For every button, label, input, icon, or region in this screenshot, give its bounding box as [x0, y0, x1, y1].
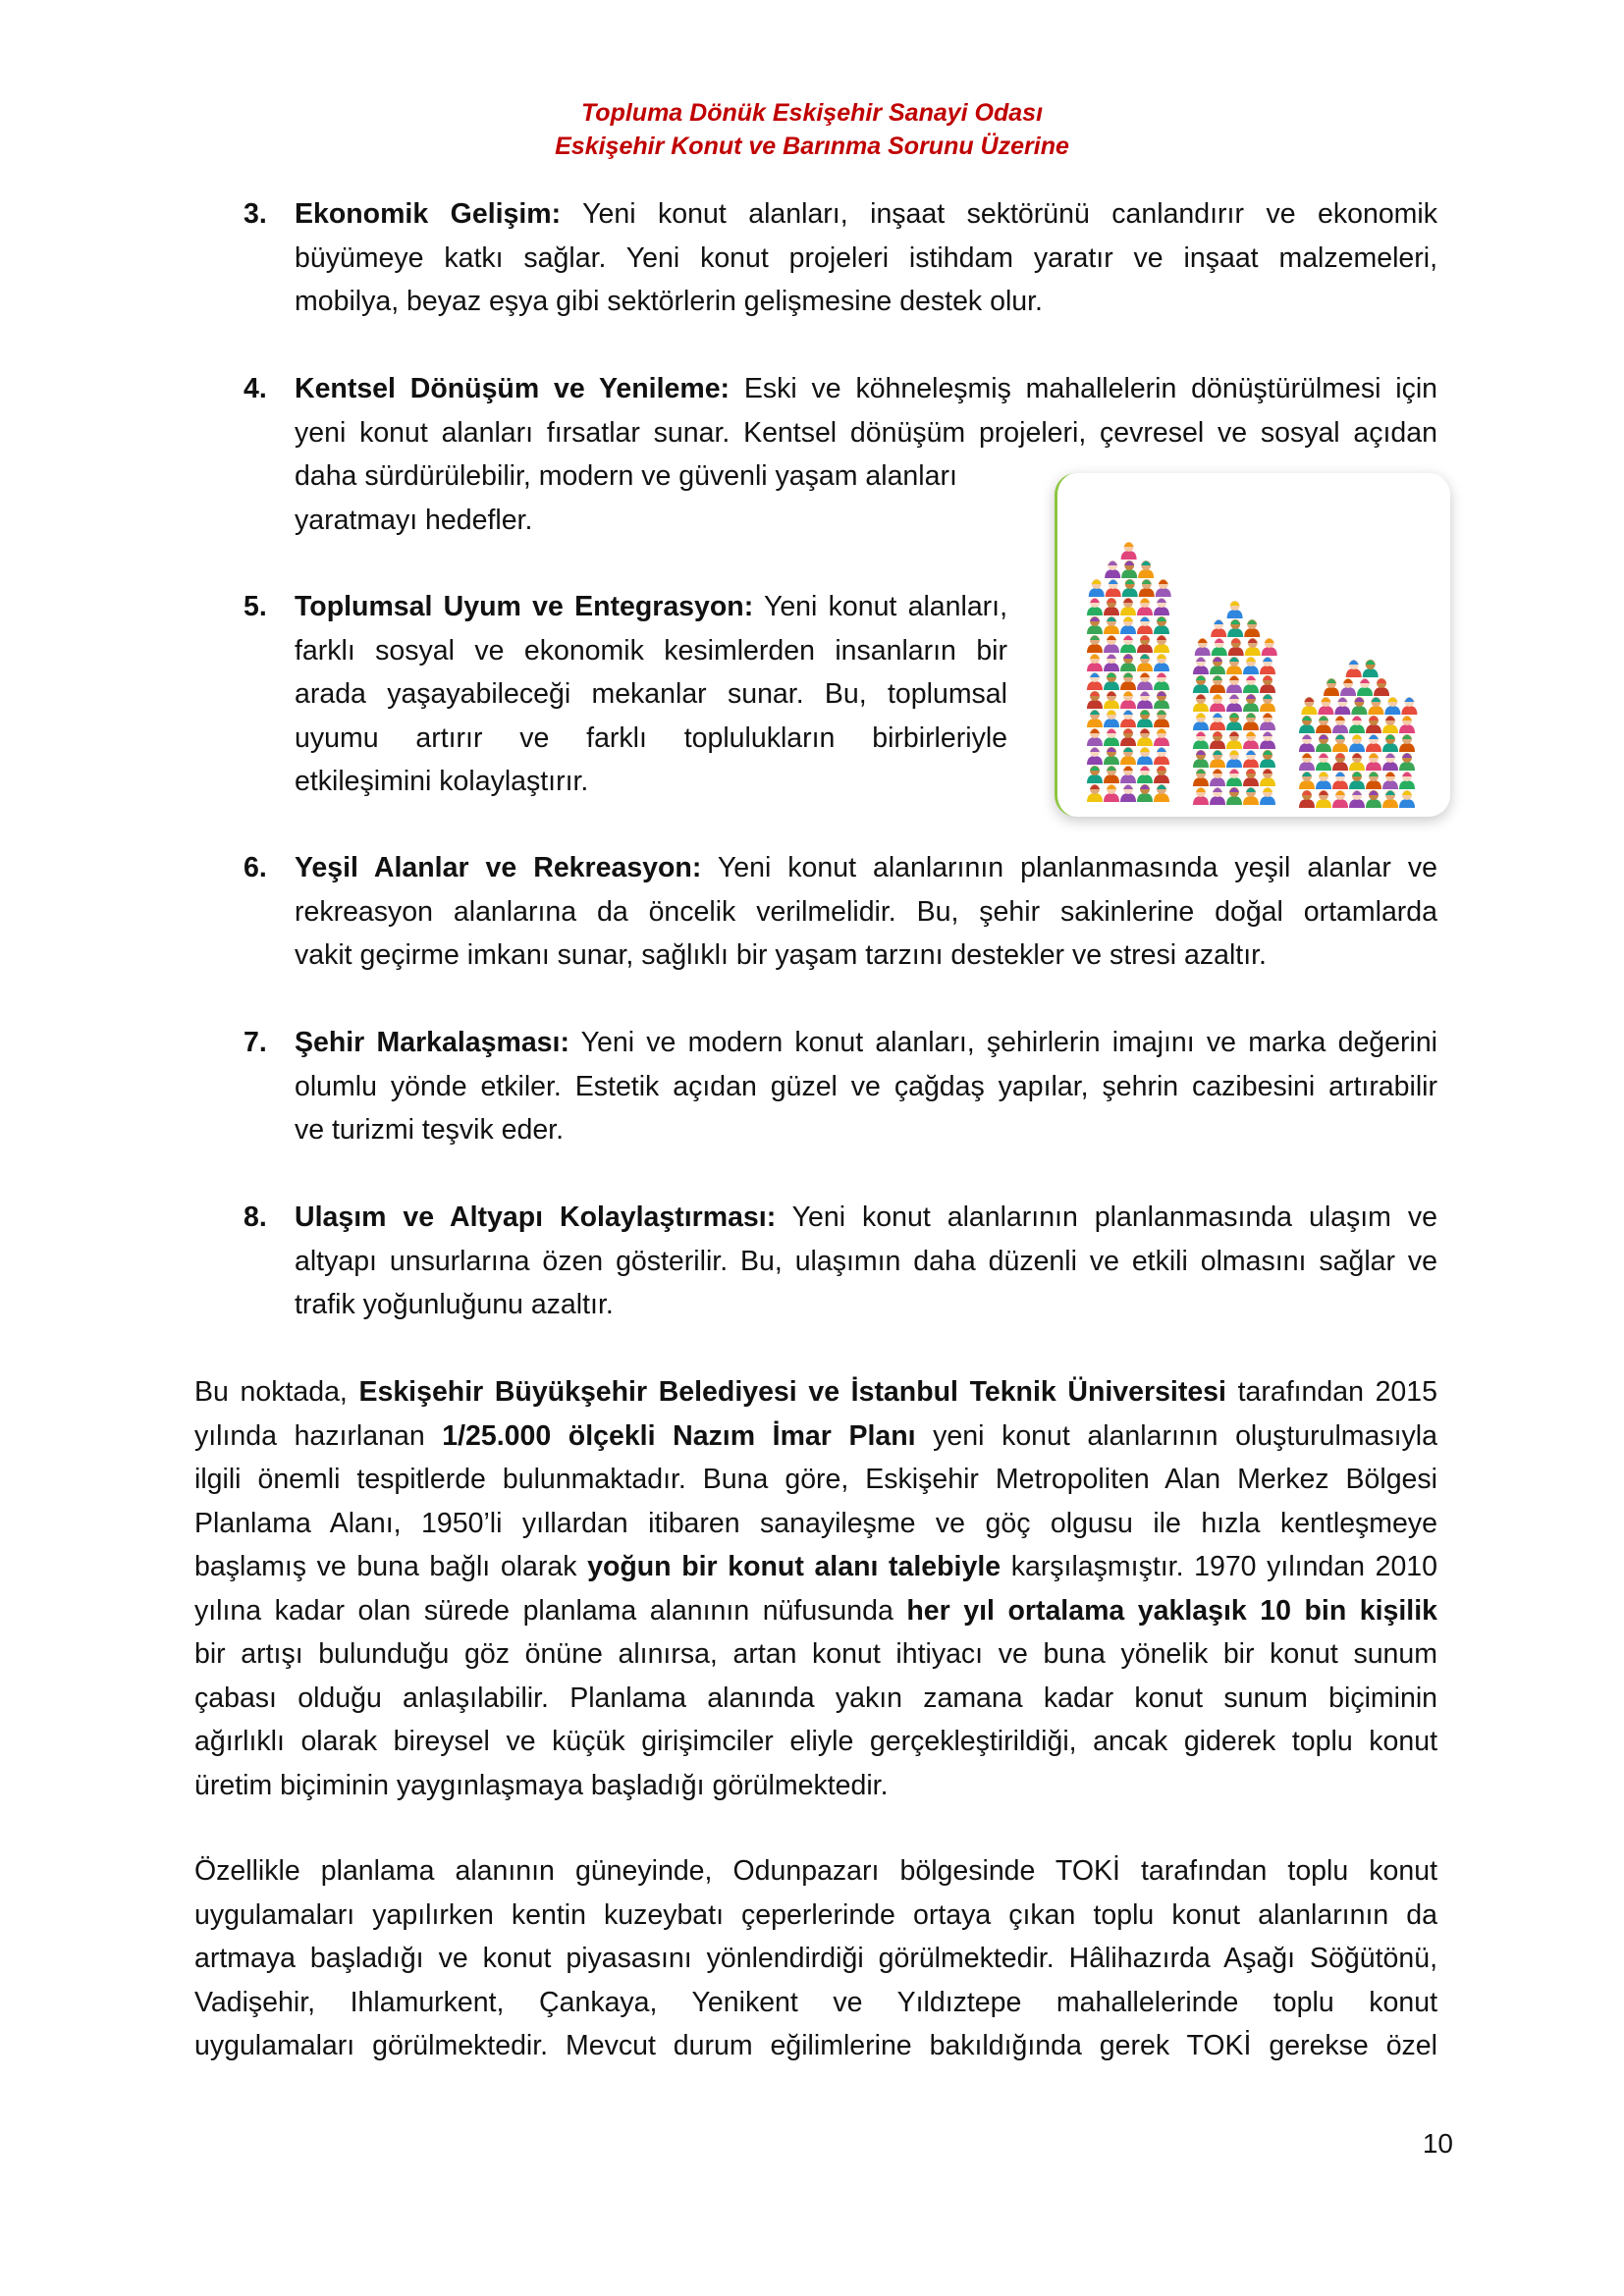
person-icon — [1316, 716, 1331, 733]
person-icon — [1227, 601, 1243, 618]
paragraph-line: Bu noktada, Eskişehir Büyükşehir Belediyesi ve İstanbul Teknik Üniversitesi tarafından 2015 — [194, 1376, 1437, 1408]
person-icon — [1210, 694, 1225, 712]
person-icon — [1299, 772, 1315, 789]
paragraph-line: başlamış ve buna bağlı olarak yoğun bir konut alanı talebiyle karşılaşmıştır. 1970 yılından 2010 — [194, 1551, 1437, 1582]
person-icon — [1137, 728, 1153, 746]
item-line: mobilya, beyaz eşya gibi sektörlerin gelişmesine destek olur. — [295, 286, 1043, 317]
person-icon — [1210, 675, 1225, 693]
person-icon — [1137, 766, 1153, 783]
person-icon — [1210, 731, 1225, 749]
person-icon — [1334, 697, 1350, 715]
header-line-2: Eskişehir Konut ve Barınma Sorunu Üzerine — [555, 133, 1069, 160]
item-number: 6. — [244, 852, 267, 883]
person-icon — [1212, 638, 1227, 656]
item-line: olumlu yönde etkiler. Estetik açıdan güzel ve çağdaş yapılar, şehrin cazibesini artırabilir — [295, 1070, 1437, 1102]
item-line: altyapı unsurlarına özen gösterilir. Bu, ulaşımın daha düzenli ve etkili olmasını sağlar ve — [295, 1245, 1437, 1277]
person-icon — [1366, 716, 1381, 733]
person-icon — [1226, 713, 1242, 730]
person-icon — [1087, 747, 1103, 765]
person-icon — [1243, 750, 1259, 768]
person-icon — [1260, 713, 1275, 730]
item-line: Yeşil Alanlar ve Rekreasyon: Yeni konut alanlarının planlanmasında yeşil alanlar ve — [295, 852, 1438, 883]
item-line: Kentsel Dönüşüm ve Yenileme: Eski ve köhneleşmiş mahallelerin dönüştürülmesi için — [295, 373, 1437, 404]
person-icon — [1316, 753, 1331, 771]
item-title: Şehir Markalaşması: — [295, 1027, 569, 1058]
person-icon — [1260, 787, 1275, 805]
paragraph-line: artmaya başladığı ve konut piyasasını yönlendirdiği görülmektedir. Hâlihazırda Aşağı Söğütönü, — [194, 1943, 1437, 1974]
person-icon — [1104, 766, 1119, 783]
person-icon — [1137, 616, 1153, 634]
person-icon — [1226, 694, 1242, 712]
header-line-1: Topluma Dönük Eskişehir Sanayi Odası — [580, 99, 1044, 127]
person-icon — [1349, 790, 1365, 808]
person-icon — [1399, 753, 1415, 771]
person-icon — [1104, 691, 1119, 709]
person-icon — [1243, 713, 1259, 730]
person-icon — [1366, 734, 1381, 752]
person-icon — [1299, 753, 1315, 771]
person-icon — [1243, 694, 1259, 712]
person-icon — [1228, 638, 1244, 656]
person-icon — [1301, 697, 1317, 715]
person-icon — [1120, 654, 1136, 671]
person-icon — [1104, 616, 1119, 634]
person-icon — [1366, 772, 1381, 789]
person-icon — [1137, 672, 1153, 690]
person-icon — [1366, 753, 1381, 771]
person-icon — [1243, 787, 1259, 805]
person-icon — [1087, 710, 1103, 727]
person-icon — [1226, 787, 1242, 805]
person-icon — [1120, 635, 1136, 653]
person-icon — [1363, 660, 1379, 677]
person-icon — [1137, 784, 1153, 802]
person-icon — [1154, 635, 1169, 653]
person-icon — [1211, 619, 1226, 637]
person-icon — [1137, 635, 1153, 653]
item-line: farklı sosyal ve ekonomik kesimlerden insanların bir — [295, 634, 1007, 667]
person-icon — [1226, 675, 1242, 693]
person-icon — [1316, 734, 1331, 752]
person-icon — [1105, 561, 1120, 578]
item-number: 5. — [244, 591, 267, 622]
item-line: etkileşimini kolaylaştırır. — [295, 766, 589, 797]
person-icon — [1193, 769, 1209, 786]
person-icon — [1120, 616, 1136, 634]
person-icon — [1087, 691, 1103, 709]
person-icon — [1193, 694, 1209, 712]
person-icon — [1193, 657, 1209, 674]
person-icon — [1210, 657, 1225, 674]
paragraph — [194, 1370, 1437, 1807]
person-icon — [1193, 750, 1209, 768]
person-icon — [1087, 784, 1103, 802]
person-icon — [1399, 734, 1415, 752]
person-icon — [1120, 672, 1136, 690]
person-icon — [1368, 697, 1383, 715]
person-icon — [1260, 657, 1275, 674]
person-icon — [1332, 790, 1348, 808]
person-icon — [1193, 787, 1209, 805]
person-icon — [1399, 772, 1415, 789]
item-line: rekreasyon alanlarına da öncelik verilmelidir. Bu, şehir sakinlerine doğal ortamlarda — [295, 895, 1437, 928]
item-number: 4. — [244, 373, 267, 404]
person-icon — [1324, 678, 1339, 696]
person-icon — [1226, 657, 1242, 674]
person-icon — [1243, 769, 1259, 786]
person-icon — [1104, 710, 1119, 727]
person-icon — [1087, 728, 1103, 746]
item-line: yaratmayı hedefler. — [295, 504, 533, 536]
person-icon — [1120, 784, 1136, 802]
person-icon — [1351, 697, 1367, 715]
person-icon — [1120, 598, 1136, 615]
person-icon — [1087, 635, 1103, 653]
person-icon — [1349, 772, 1365, 789]
item-title: Kentsel Dönüşüm ve Yenileme: — [295, 373, 731, 404]
person-icon — [1316, 790, 1331, 808]
person-icon — [1260, 750, 1275, 768]
person-icon — [1154, 784, 1169, 802]
person-icon — [1154, 654, 1169, 671]
person-icon — [1340, 678, 1356, 696]
person-icon — [1226, 731, 1242, 749]
person-icon — [1193, 713, 1209, 730]
person-icon — [1104, 598, 1119, 615]
person-icon — [1243, 675, 1259, 693]
person-icon — [1154, 710, 1169, 727]
paragraph-line: bir artışı bulunduğu göz önüne alınırsa, artan konut ihtiyacı ve buna yönelik bir konut sunum — [194, 1638, 1437, 1670]
person-icon — [1399, 790, 1415, 808]
item-line: yeni konut alanları fırsatlar sunar. Kentsel dönüşüm projeleri, çevresel ve sosyal açıdan — [295, 416, 1437, 449]
paragraph-line: üretim biçiminin yaygınlaşmaya başladığı görülmektedir. — [194, 1769, 889, 1801]
person-icon — [1299, 734, 1315, 752]
item-line: Ekonomik Gelişim: Yeni konut alanları, inşaat sektörünü canlandırır ve ekonomik — [295, 198, 1438, 230]
person-icon — [1087, 672, 1103, 690]
person-icon — [1137, 654, 1153, 671]
paragraph-line: yılına kadar olan sürede planlama alanının nüfusunda her yıl ortalama yaklaşık 10 bin kişilik — [194, 1594, 1437, 1627]
person-icon — [1243, 731, 1259, 749]
item-line: Ulaşım ve Altyapı Kolaylaştırması: Yeni konut alanlarının planlanmasında ulaşım ve — [295, 1201, 1437, 1233]
person-icon — [1154, 747, 1169, 765]
person-icon — [1210, 769, 1225, 786]
person-icon — [1399, 716, 1415, 733]
person-icon — [1318, 697, 1333, 715]
person-icon — [1210, 713, 1225, 730]
person-icon — [1382, 734, 1398, 752]
person-icon — [1138, 561, 1154, 578]
person-icon — [1121, 542, 1137, 560]
person-icon — [1260, 769, 1275, 786]
page-number: 10 — [1422, 2128, 1453, 2159]
person-icon — [1120, 691, 1136, 709]
person-icon — [1154, 672, 1169, 690]
person-icon — [1210, 787, 1225, 805]
person-icon — [1120, 766, 1136, 783]
item-line: büyümeye katkı sağlar. Yeni konut projeleri istihdam yaratır ve inşaat malzemeleri, — [295, 241, 1437, 274]
paragraph-line: ilgili önemli tespitlerde bulunmaktadır. Buna göre, Eskişehir Metropoliten Alan Merkez Bölgesi — [194, 1464, 1437, 1495]
paragraph-line: uygulamaları yapılırken kentin kuzeybatı çeperlerinde ortaya çıkan toplu konut alanlarının da — [194, 1898, 1437, 1931]
item-number: 8. — [244, 1201, 267, 1233]
person-icon — [1226, 750, 1242, 768]
person-icon — [1120, 710, 1136, 727]
person-icon — [1299, 790, 1315, 808]
person-icon — [1193, 675, 1209, 693]
person-icon — [1121, 561, 1137, 578]
person-icon — [1089, 579, 1105, 597]
item-title: Yeşil Alanlar ve Rekreasyon: — [295, 852, 702, 883]
paragraph-line: uygulamaları görülmektedir. Mevcut durum eğilimlerine bakıldığında gerek TOKİ gerekse özel — [194, 2030, 1437, 2061]
person-icon — [1122, 579, 1138, 597]
item-title: Ekonomik Gelişim: — [295, 198, 562, 230]
paragraph — [194, 1849, 1437, 2068]
person-icon — [1195, 638, 1211, 656]
person-icon — [1332, 734, 1348, 752]
item-number: 7. — [244, 1027, 267, 1058]
person-icon — [1087, 598, 1103, 615]
item-line: Şehir Markalaşması: Yeni ve modern konut alanları, şehirlerin imajını ve marka değerini — [295, 1027, 1438, 1058]
person-icon — [1244, 619, 1260, 637]
person-icon — [1260, 675, 1275, 693]
person-icon — [1120, 747, 1136, 765]
person-icon — [1137, 710, 1153, 727]
paragraph-line: yılında hazırlanan 1/25.000 ölçekli Nazım İmar Planı yeni konut alanlarının oluşturulmasıyla — [194, 1419, 1437, 1452]
person-icon — [1120, 728, 1136, 746]
person-icon — [1139, 579, 1155, 597]
person-icon — [1357, 678, 1373, 696]
person-icon — [1154, 616, 1169, 634]
person-icon — [1087, 616, 1103, 634]
person-icon — [1243, 657, 1259, 674]
person-icon — [1154, 766, 1169, 783]
person-icon — [1316, 772, 1331, 789]
person-icon — [1087, 766, 1103, 783]
person-icon — [1299, 716, 1315, 733]
item-line: uyumu artırır ve farklı toplulukların birbirleriyle — [295, 721, 1007, 754]
person-icon — [1382, 716, 1398, 733]
person-icon — [1332, 716, 1348, 733]
person-icon — [1349, 734, 1365, 752]
item-line: ve turizmi teşvik eder. — [295, 1114, 565, 1146]
paragraph-line: Planlama Alanı, 1950’li yıllardan itibaren sanayileşme ve göç olgusu ile hızla kentleşmeye — [194, 1507, 1437, 1539]
person-icon — [1382, 790, 1398, 808]
person-icon — [1104, 728, 1119, 746]
person-icon — [1366, 790, 1381, 808]
person-icon — [1227, 619, 1243, 637]
person-icon — [1137, 747, 1153, 765]
paragraph-line: ağırlıklı olarak bireysel ve küçük girişimciler eliyle gerçekleştirildiği, ancak giderek toplu konut — [194, 1726, 1437, 1757]
person-icon — [1106, 579, 1121, 597]
person-icon — [1245, 638, 1261, 656]
person-icon — [1384, 697, 1400, 715]
paragraph-line: Özellikle planlama alanının güneyinde, Odunpazarı bölgesinde TOKİ tarafından toplu konut — [194, 1855, 1437, 1887]
person-icon — [1382, 772, 1398, 789]
person-icon — [1154, 598, 1169, 615]
item-title: Toplumsal Uyum ve Entegrasyon: — [295, 591, 754, 622]
person-icon — [1210, 750, 1225, 768]
person-icon — [1346, 660, 1362, 677]
person-icon — [1193, 731, 1209, 749]
person-icon — [1349, 753, 1365, 771]
item-line: vakit geçirme imkanı sunar, sağlıklı bir yaşam tarzını destekler ve stresi azaltır. — [295, 939, 1267, 971]
person-icon — [1332, 753, 1348, 771]
person-icon — [1349, 716, 1365, 733]
person-icon — [1104, 672, 1119, 690]
person-icon — [1137, 691, 1153, 709]
person-icon — [1401, 697, 1417, 715]
person-icon — [1332, 772, 1348, 789]
people-buildings-illustration — [1055, 473, 1450, 817]
person-icon — [1156, 579, 1171, 597]
paragraph-line: çabası olduğu anlaşılabilir. Planlama alanında yakın zamana kadar konut sunum biçiminin — [194, 1682, 1437, 1714]
person-icon — [1104, 747, 1119, 765]
item-line: Toplumsal Uyum ve Entegrasyon: Yeni konut alanları, — [295, 591, 1007, 622]
person-icon — [1154, 691, 1169, 709]
person-icon — [1374, 678, 1389, 696]
person-icon — [1154, 728, 1169, 746]
person-icon — [1087, 654, 1103, 671]
person-icon — [1260, 731, 1275, 749]
item-line: daha sürdürülebilir, modern ve güvenli yaşam alanları — [295, 460, 957, 492]
person-icon — [1382, 753, 1398, 771]
person-icon — [1104, 654, 1119, 671]
item-title: Ulaşım ve Altyapı Kolaylaştırması: — [295, 1201, 777, 1233]
person-icon — [1262, 638, 1277, 656]
item-number: 3. — [244, 198, 267, 230]
person-icon — [1137, 598, 1153, 615]
item-line: arada yaşayabileceği mekanlar sunar. Bu, toplumsal — [295, 678, 1007, 710]
person-icon — [1260, 694, 1275, 712]
person-icon — [1104, 784, 1119, 802]
crowd-illustration — [1057, 473, 1450, 817]
paragraph-line: Vadişehir, Ihlamurkent, Çankaya, Yenikent ve Yıldıztepe mahallelerinde toplu konut — [194, 1986, 1437, 2018]
person-icon — [1226, 769, 1242, 786]
item-line: trafik yoğunluğunu azaltır. — [295, 1289, 614, 1320]
person-icon — [1104, 635, 1119, 653]
